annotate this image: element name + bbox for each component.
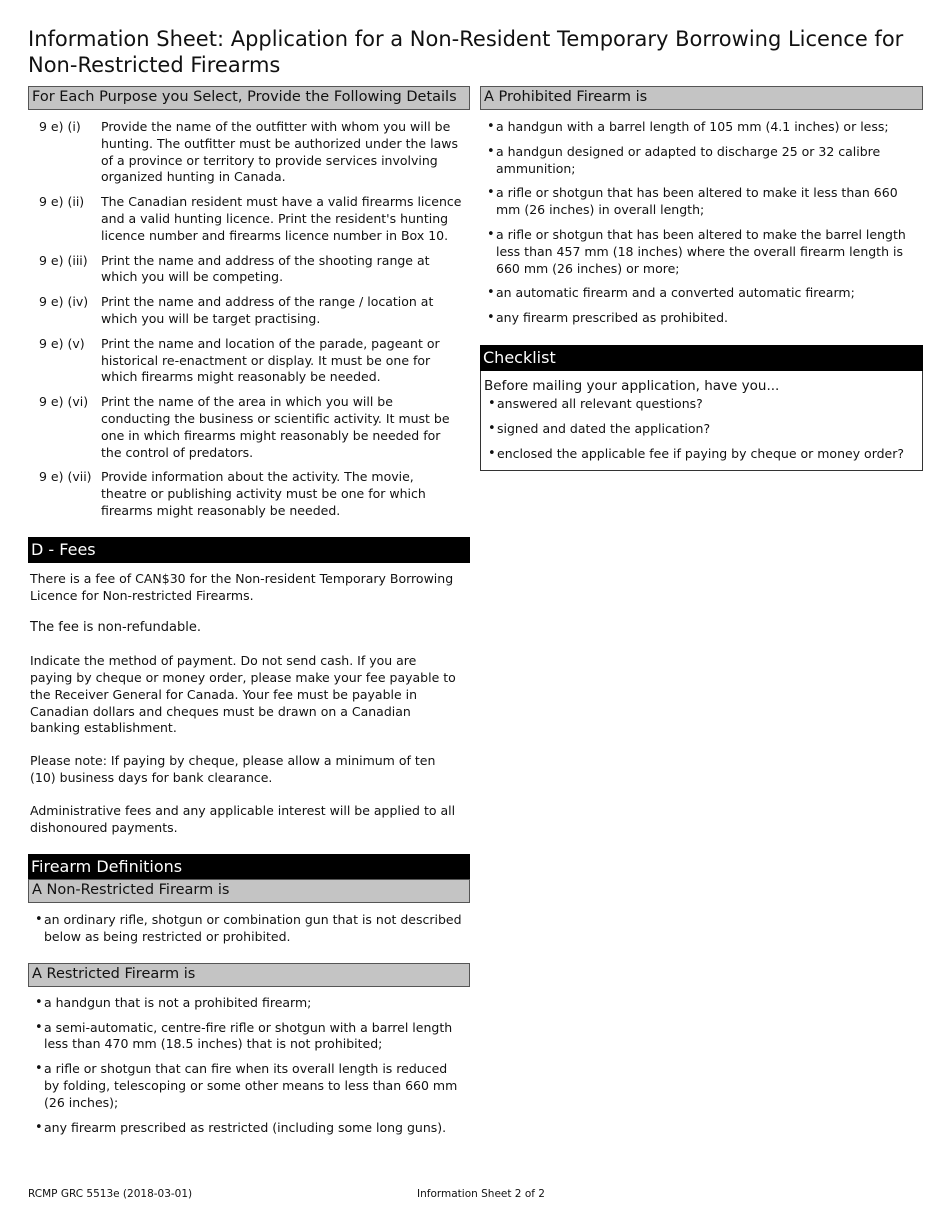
list-item: • a handgun that is not a prohibited firearm;: [28, 995, 470, 1012]
item-text: Print the name and location of the parade, pageant or historical re-enactment or display. It must be one for which firearms might reasonably be needed.: [101, 335, 440, 385]
list-item: [28, 336, 470, 386]
list-item: [28, 394, 470, 461]
list-item: • enclosed the applicable fee if paying by cheque or money order?: [481, 446, 922, 463]
list-item: • signed and dated the application?: [481, 421, 922, 438]
list-item: [28, 119, 470, 186]
prohibited-list: [480, 119, 923, 327]
list-item: • a handgun designed or adapted to discharge 25 or 32 calibre ammunition;: [480, 144, 923, 178]
fees-section: [28, 571, 470, 837]
fees-paragraph-payment: Indicate the method of payment. Do not send cash. If you are paying by cheque or money order, please make your fee payable to the Receiver General for Canada. Your fee must be payable in Canadian dollars and cheques must be drawn on a Canadian banking establishment.: [30, 653, 456, 736]
page-number: Information Sheet 2 of 2: [417, 1188, 545, 1200]
item-code: 9 e) (v): [39, 335, 85, 351]
prohibited-header: A Prohibited Firearm is: [480, 86, 923, 110]
form-code: RCMP GRC 5513e (2018-03-01): [28, 1188, 193, 1200]
fees-paragraph-cheque-note: Please note: If paying by cheque, please allow a minimum of ten (10) business days for bank clearance.: [30, 753, 436, 785]
list-item: [28, 194, 470, 244]
item-text: Provide the name of the outfitter with whom you will be hunting. The outfitter must be authorized under the laws of a province or territory to provide services involving organized hunting in Canada.: [101, 119, 458, 185]
list-item: • an automatic firearm and a converted automatic firearm;: [480, 285, 923, 302]
item-text: Print the name and address of the range / location at which you will be target practising.: [101, 294, 434, 326]
item-text: The Canadian resident must have a valid firearms licence and a valid hunting licence. Print the resident's hunting licence number and firearms licence number in Box 10.: [101, 194, 462, 243]
list-item: • a rifle or shotgun that has been altered to make the barrel length less than 457 mm (18 inches) where the overall firearm length is 660 mm (26 inches) or more;: [480, 227, 923, 277]
fees-paragraph-refund: The fee is non-refundable.: [30, 620, 201, 636]
item-code: 9 e) (i): [39, 119, 81, 134]
non-restricted-header: A Non-Restricted Firearm is: [28, 879, 470, 903]
list-item: [28, 253, 470, 287]
list-item: • answered all relevant questions?: [481, 396, 922, 413]
list-item: • a semi-automatic, centre-fire rifle or shotgun with a barrel length less than 470 mm (18.5 inches) that is not prohibited;: [28, 1020, 470, 1054]
list-item: • a handgun with a barrel length of 105 mm (4.1 inches) or less;: [480, 119, 923, 136]
item-code: 9 e) (iv): [39, 294, 89, 310]
item-text: Provide information about the activity. The movie, theatre or publishing activity must be one for which firearms might reasonably be needed.: [101, 469, 426, 518]
fees-paragraph-amount: There is a fee of CAN$30 for the Non-resident Temporary Borrowing Licence for Non-restricted Firearms.: [30, 570, 454, 603]
list-item: • a rifle or shotgun that can fire when its overall length is reduced by folding, telescoping or some other means to less than 660 mm (26 inches);: [28, 1061, 470, 1111]
restricted-header: A Restricted Firearm is: [28, 963, 470, 987]
list-item: [28, 294, 470, 328]
item-text: Print the name of the area in which you will be conducting the business or scientific activity. It must be one in which firearms might reasonably be needed for the control of predators.: [101, 394, 450, 460]
restricted-list: [28, 995, 470, 1137]
right-column: [480, 86, 923, 471]
item-text: Print the name and address of the shooting range at which you will be competing.: [101, 252, 430, 285]
item-code: 9 e) (ii): [39, 194, 85, 210]
purpose-details-list: [28, 119, 470, 520]
list-item: [28, 469, 470, 519]
non-restricted-list: [28, 912, 470, 946]
page-title: Information Sheet: Application for a Non-Resident Temporary Borrowing Licence for Non-Restricted Firearms: [28, 27, 904, 77]
list-item: • any firearm prescribed as prohibited.: [480, 310, 923, 327]
fees-header: D - Fees: [28, 537, 470, 563]
list-item: • an ordinary rifle, shotgun or combination gun that is not described below as being restricted or prohibited.: [28, 912, 470, 946]
checklist-header: Checklist: [480, 345, 923, 371]
list-item: • a rifle or shotgun that has been altered to make it less than 660 mm (26 inches) in overall length;: [480, 185, 923, 219]
checklist-list: [481, 396, 922, 462]
checklist-intro: Before mailing your application, have you...: [484, 377, 780, 394]
left-column: [28, 86, 470, 1144]
fees-paragraph-dishonoured: Administrative fees and any applicable interest will be applied to all dishonoured payments.: [30, 802, 456, 835]
item-code: 9 e) (vii): [39, 469, 92, 485]
item-code: 9 e) (iii): [39, 252, 88, 268]
purpose-details-header: For Each Purpose you Select, Provide the Following Details: [28, 86, 470, 110]
item-code: 9 e) (vi): [39, 394, 89, 410]
list-item: • any firearm prescribed as restricted (including some long guns).: [28, 1120, 470, 1137]
definitions-header: Firearm Definitions: [28, 854, 470, 879]
checklist-box: [480, 345, 923, 471]
